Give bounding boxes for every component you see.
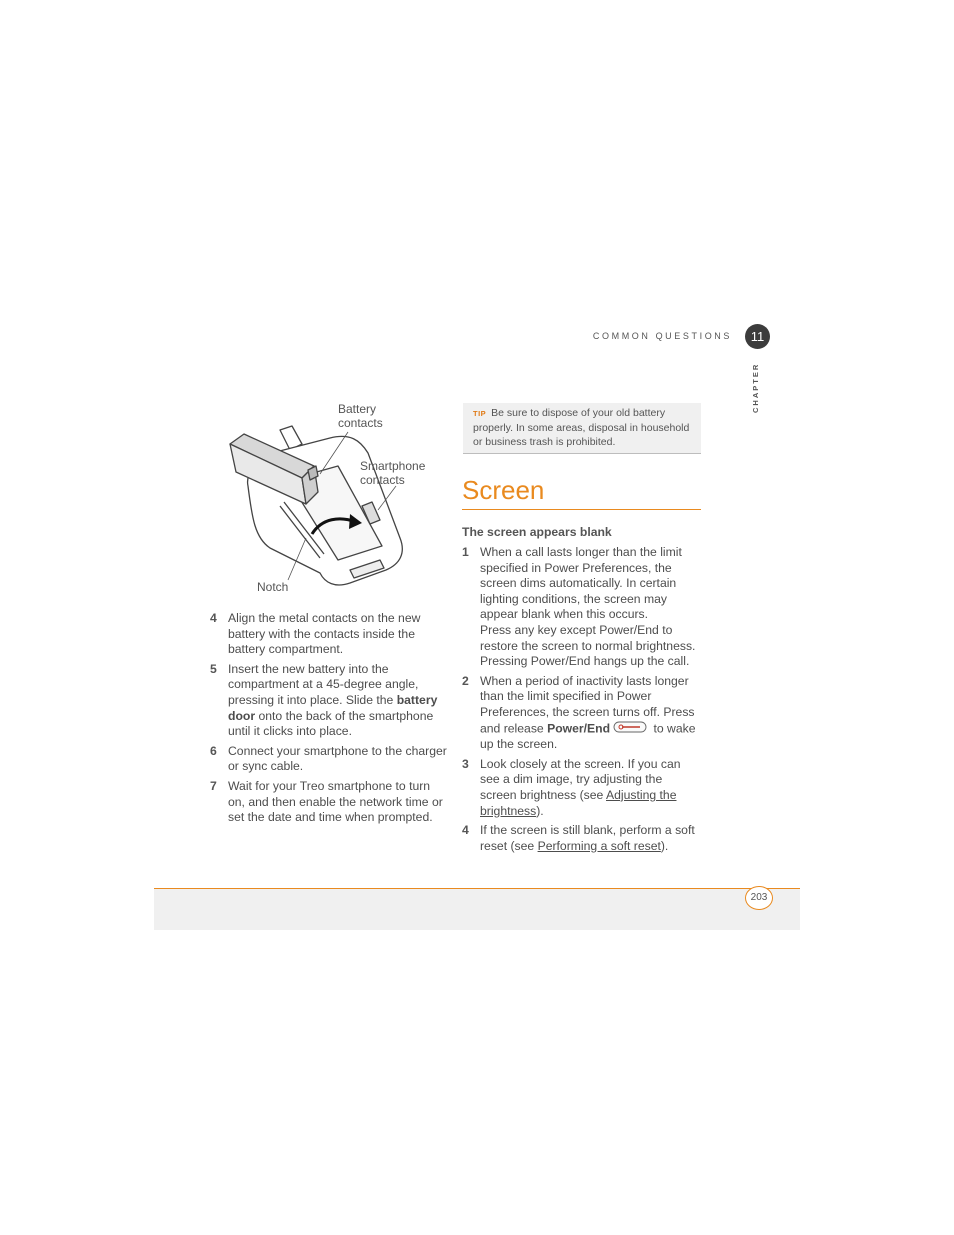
step-5: 5 Insert the new battery into the compartment at a 45-degree angle, pressing it into place. Slide the battery door onto the back of the smartphone until it clicks into place. bbox=[210, 661, 438, 739]
screen-step-4: 4 If the screen is still blank, perform a soft reset (see Performing a soft reset). bbox=[462, 823, 695, 853]
footer-rule bbox=[154, 888, 800, 889]
tip-label: TIP bbox=[473, 409, 487, 418]
label-battery-contacts: Battery contacts bbox=[338, 402, 383, 430]
page-number: 203 bbox=[745, 886, 773, 910]
screen-step-2: 2 When a period of inactivity lasts longer than the limit specified in Power Preferences, the screen turns off. Press and release Power/End to wake up the screen. bbox=[462, 673, 696, 752]
battery-steps bbox=[210, 611, 450, 830]
screen-step-1: 1 When a call lasts longer than the limit specified in Power Preferences, the screen dims automatically. In certain lighting conditions, the screen may appear blank when this occurs. Press any key except Power/End to restore the screen to normal brightness. Pressing Power/End hangs up the call. bbox=[462, 545, 696, 669]
link-soft-reset[interactable]: Performing a soft reset bbox=[537, 838, 661, 853]
chapter-label: CHAPTER bbox=[751, 362, 760, 414]
subhead: The screen appears blank bbox=[462, 525, 612, 539]
screen-step-3: 3 Look closely at the screen. If you can see a dim image, try adjusting the screen brightness (see Adjusting the brightness). bbox=[462, 756, 681, 818]
phone-battery-drawing bbox=[210, 398, 450, 596]
label-notch: Notch bbox=[257, 580, 289, 594]
label-smartphone-contacts: Smartphone contacts bbox=[360, 459, 426, 487]
chapter-number-badge: 11 bbox=[745, 324, 770, 349]
step-4: 4 Align the metal contacts on the new battery with the contacts inside the battery compartment. bbox=[210, 611, 421, 657]
section-rule bbox=[462, 509, 701, 510]
step-7: 7 Wait for your Treo smartphone to turn on, and then enable the network time or set the date and time when prompted. bbox=[210, 778, 443, 825]
power-end-button-icon bbox=[613, 721, 647, 738]
footer-band bbox=[154, 888, 800, 930]
step-6: 6 Connect your smartphone to the charger or sync cable. bbox=[210, 743, 447, 774]
screen-steps bbox=[462, 545, 702, 858]
section-title: Screen bbox=[462, 475, 545, 505]
battery-illustration bbox=[210, 398, 450, 596]
tip-text: Be sure to dispose of your old battery properly. In some areas, disposal in household or business trash is prohibited. bbox=[473, 407, 690, 448]
running-header: COMMON QUESTIONS bbox=[592, 331, 732, 341]
link-adjusting-brightness[interactable]: Adjusting the brightness bbox=[480, 787, 677, 818]
tip-box bbox=[463, 403, 701, 454]
